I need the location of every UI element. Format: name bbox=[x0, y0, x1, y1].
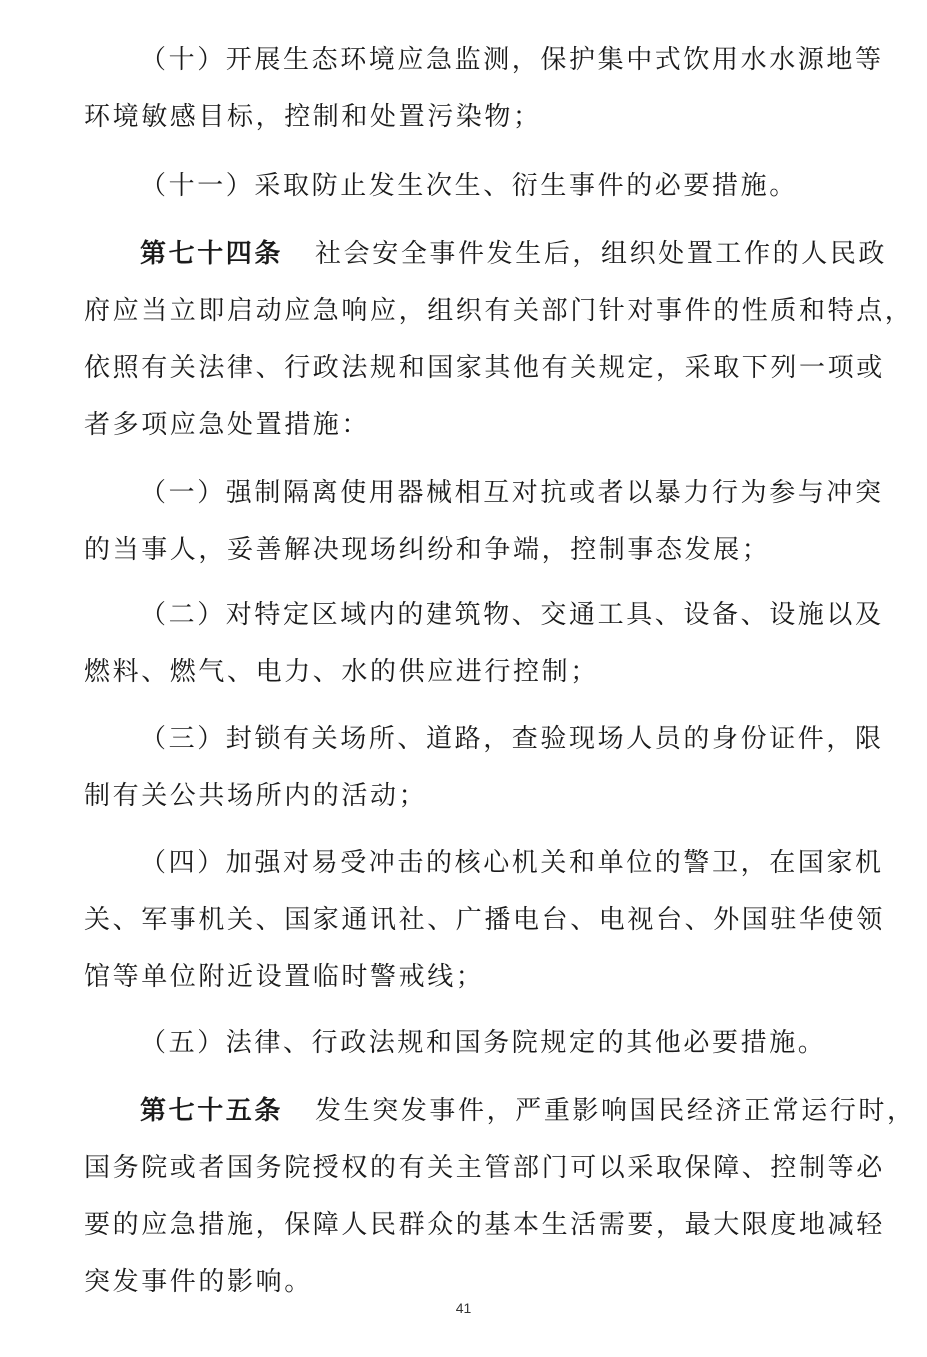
article-74-heading: 第七十四条 bbox=[140, 239, 284, 269]
item-11-line-1: （十一）采取防止发生次生、衍生事件的必要措施。 bbox=[140, 171, 798, 201]
item-1-line-2: 的当事人，妥善解决现场纠纷和争端，控制事态发展； bbox=[84, 535, 771, 565]
item-4-line-1: （四）加强对易受冲击的核心机关和单位的警卫，在国家机 bbox=[140, 848, 884, 878]
article-74-line-1: 社会安全事件发生后，组织处置工作的人民政 bbox=[315, 239, 888, 269]
page-number: 41 bbox=[455, 1300, 472, 1316]
article-74-line-4: 者多项应急处置措施： bbox=[84, 410, 371, 440]
item-10-line-1: （十）开展生态环境应急监测，保护集中式饮用水水源地等 bbox=[140, 45, 884, 75]
article-75-line-2: 国务院或者国务院授权的有关主管部门可以采取保障、控制等必 bbox=[84, 1153, 885, 1183]
item-2-line-2: 燃料、燃气、电力、水的供应进行控制； bbox=[84, 657, 599, 687]
item-3-line-2: 制有关公共场所内的活动； bbox=[84, 781, 428, 811]
article-75-line-3: 要的应急措施，保障人民群众的基本生活需要，最大限度地减轻 bbox=[84, 1210, 885, 1240]
item-4-line-2: 关、军事机关、国家通讯社、广播电台、电视台、外国驻华使领 bbox=[84, 905, 885, 935]
article-75-line-4: 突发事件的影响。 bbox=[84, 1267, 313, 1297]
item-5-line-1: （五）法律、行政法规和国务院规定的其他必要措施。 bbox=[140, 1028, 827, 1058]
article-74-first-line bbox=[140, 237, 888, 271]
item-4-line-3: 馆等单位附近设置临时警戒线； bbox=[84, 962, 485, 992]
item-3-line-1: （三）封锁有关场所、道路，查验现场人员的身份证件，限 bbox=[140, 724, 884, 754]
article-75-first-line bbox=[140, 1094, 916, 1128]
item-10-line-2: 环境敏感目标，控制和处置污染物； bbox=[84, 102, 542, 132]
article-74-line-2: 府应当立即启动应急响应，组织有关部门针对事件的性质和特点， bbox=[84, 296, 914, 326]
item-1-line-1: （一）强制隔离使用器械相互对抗或者以暴力行为参与冲突 bbox=[140, 478, 884, 508]
article-75-line-1: 发生突发事件，严重影响国民经济正常运行时， bbox=[315, 1096, 916, 1126]
article-74-line-3: 依照有关法律、行政法规和国家其他有关规定，采取下列一项或 bbox=[84, 353, 885, 383]
item-2-line-1: （二）对特定区域内的建筑物、交通工具、设备、设施以及 bbox=[140, 600, 884, 630]
article-75-heading: 第七十五条 bbox=[140, 1096, 284, 1126]
